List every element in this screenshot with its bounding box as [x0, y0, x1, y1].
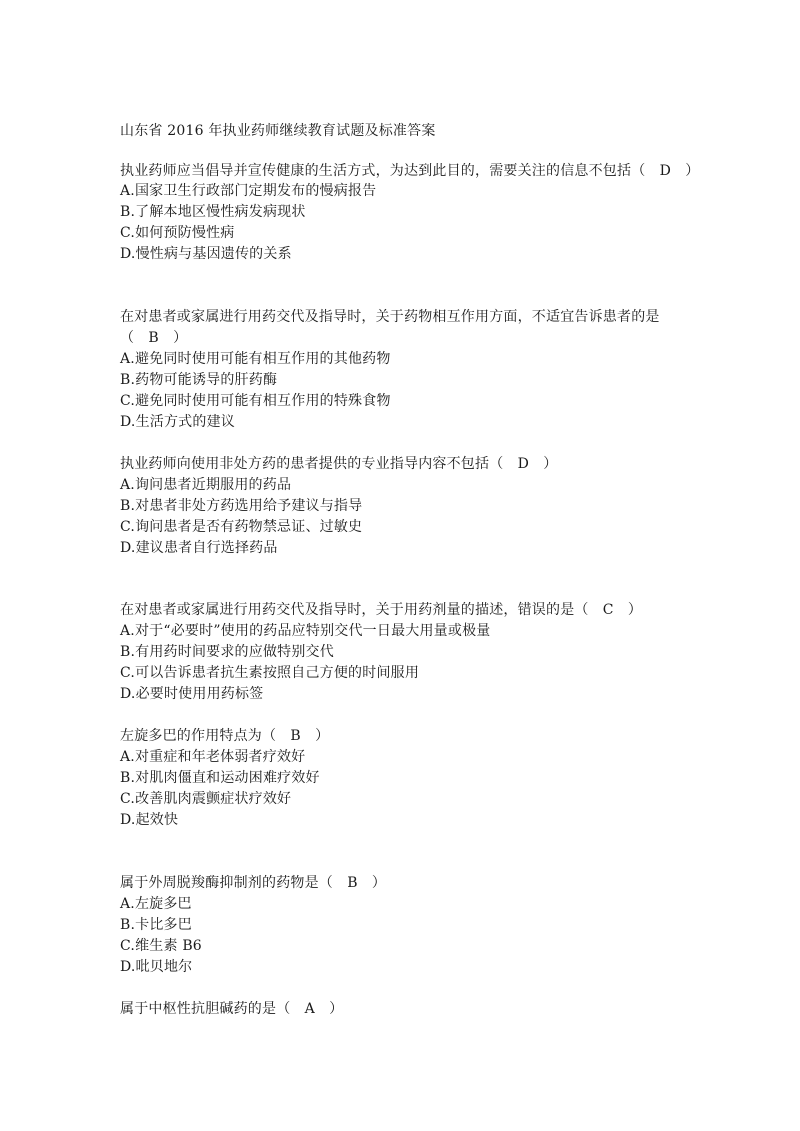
question-4-option-b: B.有用药时间要求的应做特别交代 — [120, 644, 334, 660]
document-title: 山东省 2016 年执业药师继续教育试题及标准答案 — [120, 123, 436, 139]
question-3-option-a: A.询问患者近期服用的药品 — [120, 477, 292, 493]
question-6-option-c: C.维生素 B6 — [120, 938, 202, 954]
question-3-option-d: D.建议患者自行选择药品 — [120, 540, 278, 556]
question-3-stem: 执业药师向使用非处方药的患者提供的专业指导内容不包括（ D ） — [120, 456, 558, 472]
question-6-option-a: A.左旋多巴 — [120, 896, 192, 912]
question-2-option-c: C.避免同时使用可能有相互作用的特殊食物 — [120, 393, 391, 409]
question-2-stem-answer: （ B ） — [120, 330, 188, 346]
question-5-option-b: B.对肌肉僵直和运动困难疗效好 — [120, 770, 320, 786]
question-4-option-a: A.对于“必要时”使用的药品应特别交代一日最大用量或极量 — [120, 623, 491, 639]
question-2-option-b: B.药物可能诱导的肝药酶 — [120, 372, 278, 388]
question-2-option-d: D.生活方式的建议 — [120, 414, 235, 430]
question-3-option-c: C.询问患者是否有药物禁忌证、过敏史 — [120, 519, 363, 535]
question-2-stem: 在对患者或家属进行用药交代及指导时，关于药物相互作用方面，不适宜告诉患者的是 — [120, 309, 660, 325]
question-4-option-c: C.可以告诉患者抗生素按照自己方便的时间服用 — [120, 665, 420, 681]
question-5-option-a: A.对重症和年老体弱者疗效好 — [120, 749, 306, 765]
question-7-stem: 属于中枢性抗胆碱药的是（ A ） — [120, 1001, 344, 1017]
question-3-option-b: B.对患者非处方药选用给予建议与指导 — [120, 498, 363, 514]
question-5-stem: 左旋多巴的作用特点为（ B ） — [120, 728, 330, 744]
question-6-option-d: D.吡贝地尔 — [120, 959, 193, 975]
question-4-stem: 在对患者或家属进行用药交代及指导时，关于用药剂量的描述，错误的是（ C ） — [120, 602, 643, 618]
question-1-option-d: D.慢性病与基因遗传的关系 — [120, 246, 292, 262]
question-1-stem: 执业药师应当倡导并宣传健康的生活方式，为达到此目的，需要关注的信息不包括（ D ） — [120, 163, 700, 179]
question-5-option-d: D.起效快 — [120, 812, 179, 828]
question-1-option-a: A.国家卫生行政部门定期发布的慢病报告 — [120, 183, 377, 199]
question-6-option-b: B.卡比多巴 — [120, 917, 192, 933]
question-5-option-c: C.改善肌肉震颤症状疗效好 — [120, 791, 292, 807]
question-1-option-b: B.了解本地区慢性病发病现状 — [120, 204, 306, 220]
question-1-option-c: C.如何预防慢性病 — [120, 225, 235, 241]
question-6-stem: 属于外周脱羧酶抑制剂的药物是（ B ） — [120, 875, 387, 891]
question-2-option-a: A.避免同时使用可能有相互作用的其他药物 — [120, 351, 391, 367]
question-4-option-d: D.必要时使用用药标签 — [120, 686, 264, 702]
